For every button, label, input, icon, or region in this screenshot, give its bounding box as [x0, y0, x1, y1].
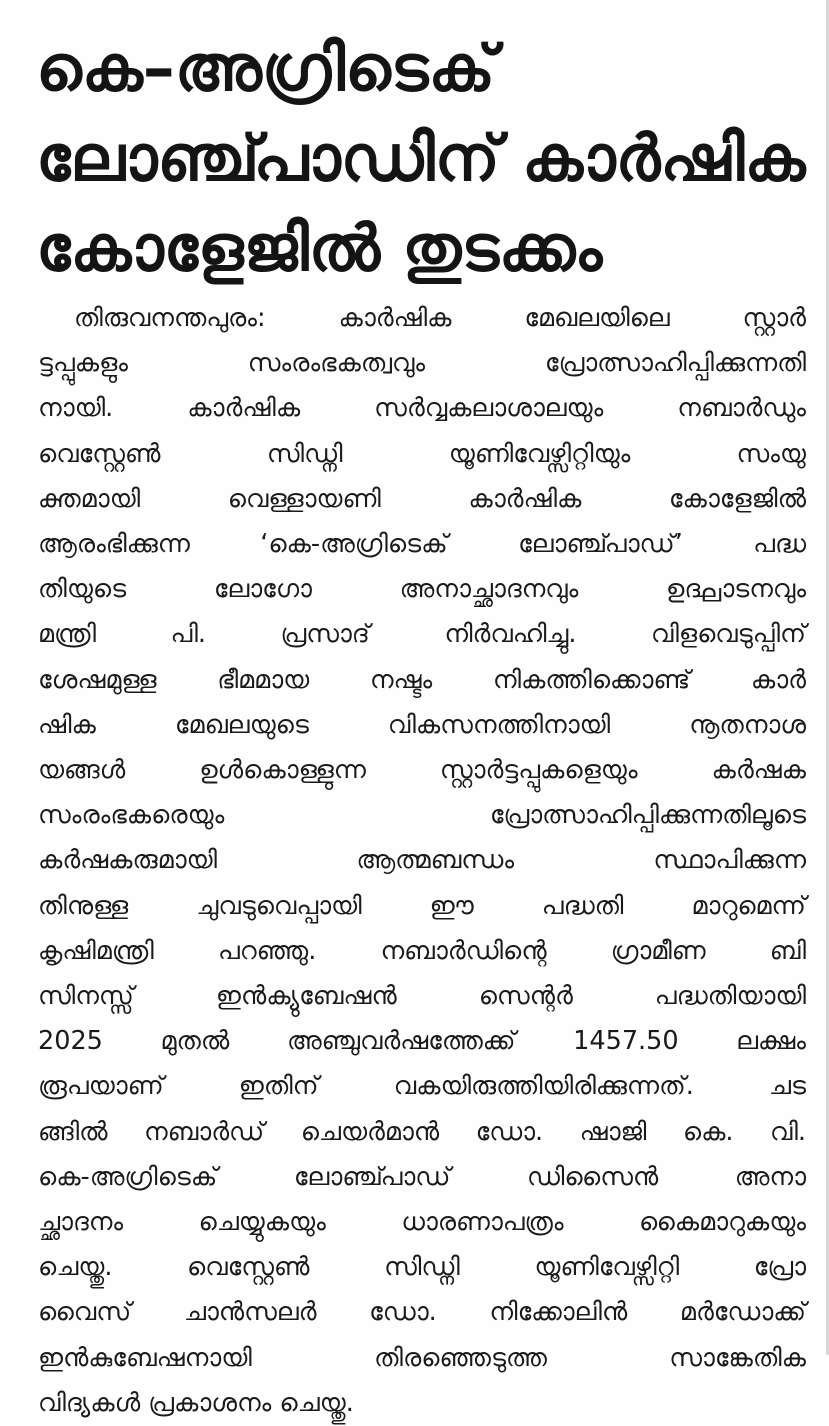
article-body: [38, 296, 806, 1426]
body-line: സംരംഭകരെയും പ്രോത്സാഹിപ്പിക്കുന്നതിലൂടെ: [38, 800, 806, 831]
headline-line: കോളേജിൽ തുടക്കം: [36, 212, 603, 286]
body-line: ങ്ങിൽ നബാർഡ് ചെയർമാൻ ഡോ. ഷാജി കെ. വി.: [38, 1116, 806, 1147]
body-line: ച്ഛാദനം ചെയ്യുകയും ധാരണാപത്രം കൈമാറുകയും: [38, 1207, 806, 1238]
headline-line: ലോഞ്ച്പാഡിന് കാർഷിക: [36, 122, 806, 196]
body-line: 2025 മുതൽ അഞ്ചുവർഷത്തേക്ക് 1457.50 ലക്ഷം: [38, 1026, 806, 1057]
body-line: തിരുവനന്തപുരം: കാർഷിക മേഖലയിലെ സ്റ്റാർ: [74, 303, 806, 333]
body-line: ക്തമായി വെള്ളായണി കാർഷിക കോളേജിൽ: [38, 483, 806, 514]
body-line: നായി. കാർഷിക സർവ്വകലാശാലയും നബാർഡും: [38, 393, 806, 424]
body-line: യങ്ങൾ ഉൾകൊള്ളുന്ന സ്റ്റാർട്ടപ്പുകളെയും കർഷക: [38, 755, 806, 786]
body-line: വെസ്റ്റേൺ സിഡ്നി യൂണിവേഴ്സിറ്റിയും സംയു: [38, 438, 806, 469]
body-line: കർഷകരുമായി ആത്മബന്ധം സ്ഥാപിക്കുന്ന: [38, 845, 806, 876]
body-line: രൂപയാണ് ഇതിന് വകയിരുത്തിയിരിക്കുന്നത്. ചട: [38, 1071, 806, 1102]
body-line: കെ-അഗ്രിടെക് ലോഞ്ച്പാഡ് ഡിസൈൻ അനാ: [38, 1161, 806, 1192]
body-line: വൈസ് ചാൻസലർ ഡോ. നിക്കോലിൻ മർഡോക്ക്: [38, 1297, 806, 1328]
body-line: തിനുള്ള ചുവടുവെപ്പായി ഈ പദ്ധതി മാറുമെന്ന്: [38, 890, 806, 921]
body-line: മന്ത്രി പി. പ്രസാദ് നിർവഹിച്ചു. വിളവെടുപ്പിന്: [38, 619, 806, 650]
body-line: കൃഷിമന്ത്രി പറഞ്ഞു. നബാർഡിന്റെ ഗ്രാമീണ ബി: [38, 935, 806, 966]
body-line: ട്ടപ്പുകളും സംരംഭകത്വവും പ്രോത്സാഹിപ്പിക്കുന്നതി: [38, 348, 806, 379]
body-line: തിയുടെ ലോഗോ അനാച്ഛാദനവും ഉദ്ഘാടനവും: [38, 574, 806, 605]
body-line: ആരംഭിക്കുന്ന ‘കെ-അഗ്രിടെക് ലോഞ്ച്പാഡ്’ പദ്ധ: [38, 529, 806, 560]
headline-line: കെ–അഗ്രിടെക്: [36, 32, 496, 106]
headline: [36, 24, 806, 294]
body-line: ഷിക മേഖലയുടെ വികസനത്തിനായി നൂതനാശ: [38, 709, 806, 740]
body-line: ചെയ്തു. വെസ്റ്റേൺ സിഡ്നി യൂണിവേഴ്സിറ്റി പ്രോ: [38, 1252, 806, 1283]
body-line: ശേഷമുള്ള ഭീമമായ നഷ്ടം നികത്തിക്കൊണ്ട് കാർ: [38, 664, 806, 695]
body-line: സിനസ്സ് ഇൻക്യുബേഷൻ സെന്റർ പദ്ധതിയായി: [38, 981, 806, 1012]
body-line: ഇൻകുബേഷനായി തിരഞ്ഞെടുത്ത സാങ്കേതിക: [38, 1342, 806, 1373]
body-line: വിദ്യകൾ പ്രകാശനം ചെയ്തു.: [38, 1387, 354, 1418]
